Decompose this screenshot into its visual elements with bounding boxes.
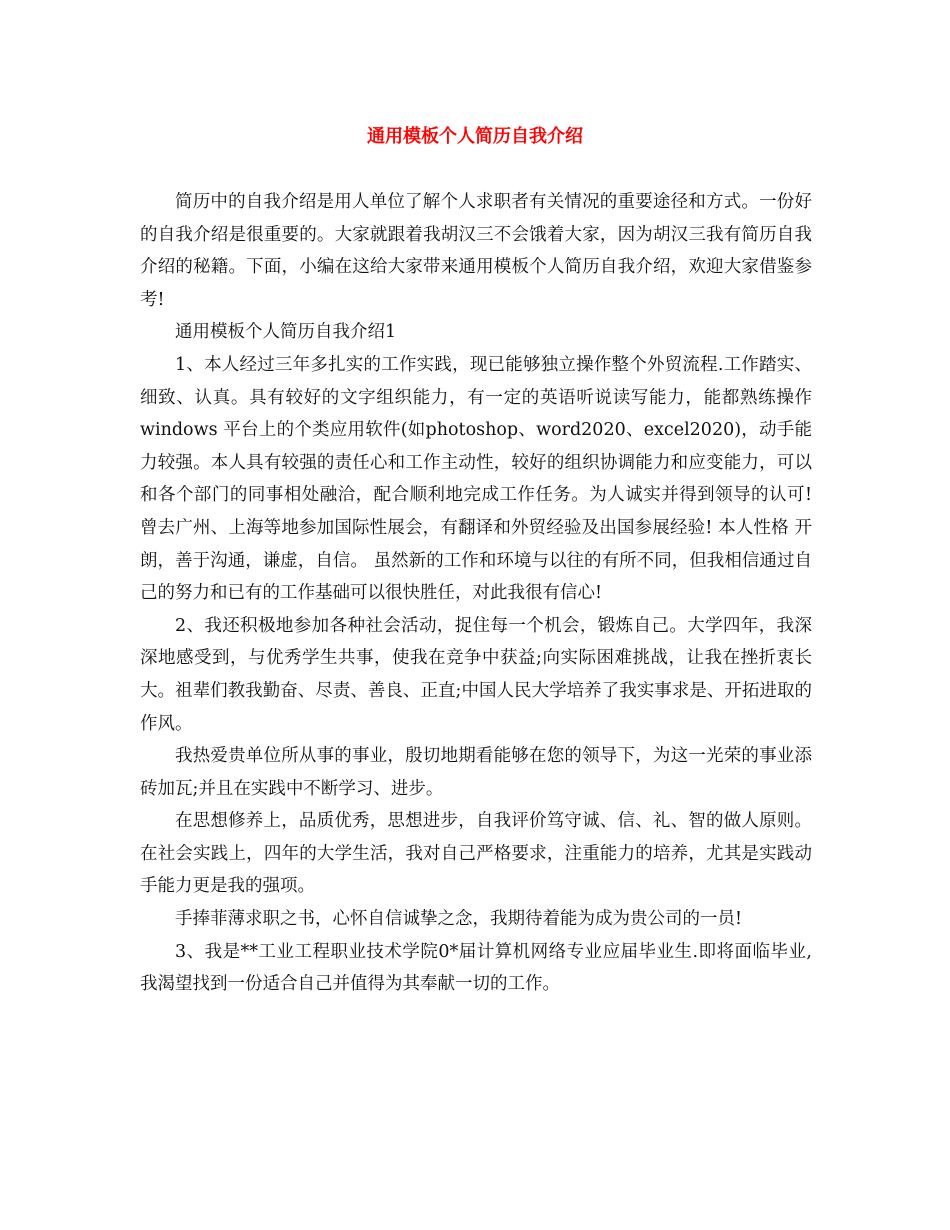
document-title: 通用模板个人简历自我介绍 xyxy=(367,126,583,147)
paragraph-love-career: 我热爱贵单位所从事的事业，殷切地期看能够在您的领导下，为这一光荣的事业添砖加瓦;并且在实践中不断学习、进步。 xyxy=(140,746,812,799)
paragraph-intro: 简历中的自我介绍是用人单位了解个人求职者有关情况的重要途径和方式。一份好的自我介绍是很重要的。大家就跟着我胡汉三不会饿着大家，因为胡汉三我有简历自我介绍的秘籍。下面，小编在这给大家带来通用模板个人简历自我介绍，欢迎大家借鉴参考! xyxy=(140,192,812,310)
section-heading: 通用模板个人简历自我介绍1 xyxy=(175,322,397,343)
document-body xyxy=(140,186,812,1001)
paragraph-self-assessment: 在思想修养上，品质优秀，思想进步，自我评价笃守诚、信、礼、智的做人原则。在社会实践上，四年的大学生活，我对自己严格要求，注重能力的培养，尤其是实践动手能力更是我的强项。 xyxy=(140,811,812,897)
paragraph-item-3: 3、我是**工业工程职业技术学院0*届计算机网络专业应届毕业生.即将面临毕业,我渴望找到一份适合自己并值得为其奉献一切的工作。 xyxy=(140,941,812,995)
paragraph-closing: 手捧菲薄求职之书，心怀自信诚挚之念，我期待着能为成为贵公司的一员! xyxy=(175,909,743,930)
paragraph-item-1: 1、本人经过三年多扎实的工作实践，现已能够独立操作整个外贸流程.工作踏实、细致、认真。具有较好的文字组织能力，有一定的英语听说读写能力，能都熟练操作windows 平台上的个类应用软件(如photoshop、word2020、excel2020)，动手能力较强。本人具有较强的责任心和工作主动性，较好的组织协调能力和应变能力，可以和各个部门的同事相处融洽，配合顺利地完成工作任务。为人诚实并得到领导的认可! 曾去广州、上海等地参加国际性展会，有翻译和外贸经验及出国参展经验! 本人性格 开朗，善于沟通，谦虚，自信。 虽然新的工作和环境与以往的有所不同，但我相信通过自己的努力和已有的工作基础可以很快胜任，对此我很有信心! xyxy=(140,354,812,604)
paragraph-item-2: 2、我还积极地参加各种社会活动，捉住每一个机会，锻炼自己。大学四年，我深深地感受到，与优秀学生共事，使我在竞争中获益;向实际困难挑战，让我在挫折衷长大。祖辈们教我勤奋、尽责、善良、正直;中国人民大学培养了我实事求是、开拓进取的作风。 xyxy=(140,615,812,734)
